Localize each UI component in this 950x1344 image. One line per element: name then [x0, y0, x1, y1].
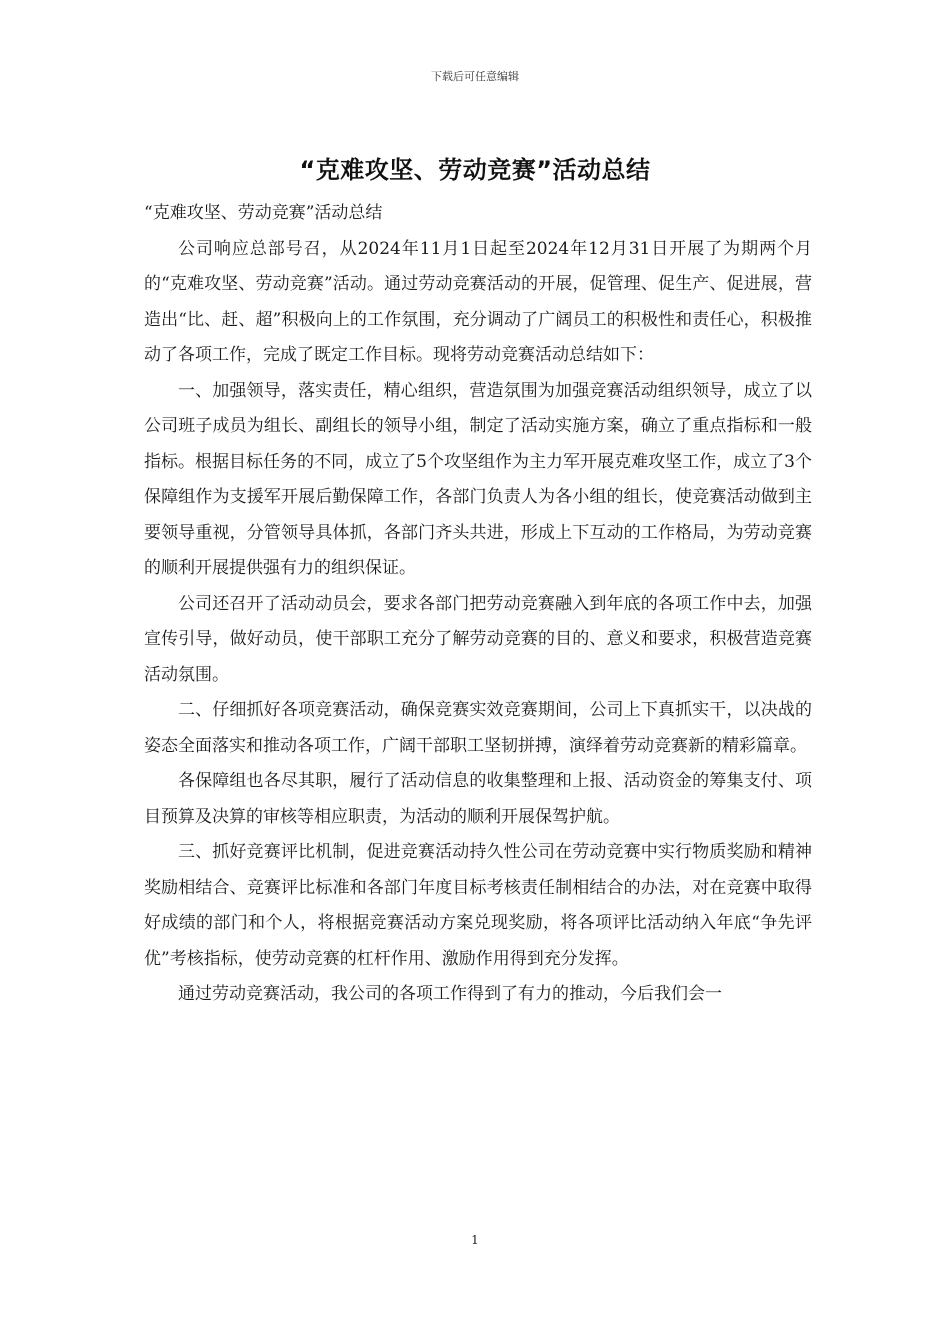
body-paragraph: 各保障组也各尽其职，履行了活动信息的收集整理和上报、活动资金的筹集支付、项目预算及决算的审核等相应职责，为活动的顺利开展保驾护航。 [144, 771, 812, 827]
body-paragraph: 二、仔细抓好各项竞赛活动，确保竞赛实效竞赛期间，公司上下真抓实干，以决战的姿态全面落实和推动各项工作，广阔干部职工坚韧拼搏，演绎着劳动竞赛新的精彩篇章。 [144, 700, 812, 756]
document-title: “克难攻坚、劳动竞赛”活动总结 [299, 156, 651, 184]
header-note: 下载后可任意编辑 [431, 70, 519, 83]
subtitle-paragraph: “克难攻坚、劳动竞赛”活动总结 [144, 203, 383, 223]
body-paragraph: 三、抓好竞赛评比机制，促进竞赛活动持久性公司在劳动竞赛中实行物质奖励和精神奖励相结合、竞赛评比标准和各部门年度目标考核责任制相结合的办法，对在竞赛中取得好成绩的部门和个人，将根据竞赛活动方案兑现奖励，将各项评比活动纳入年底“争先评优”考核指标，使劳动竞赛的杠杆作用、激励作用得到充分发挥。 [144, 842, 812, 969]
body-paragraph: 公司还召开了活动动员会，要求各部门把劳动竞赛融入到年底的各项工作中去，加强宣传引导，做好动员，使干部职工充分了解劳动竞赛的目的、意义和要求，积极营造竞赛活动氛围。 [144, 593, 812, 685]
body-paragraph: 公司响应总部号召，从2024年11月1日起至2024年12月31日开展了为期两个月的“克难攻坚、劳动竞赛”活动。通过劳动竞赛活动的开展，促管理、促生产、促进展，营造出“比、赶、超”积极向上的工作氛围，充分调动了广阔员工的积极性和责任心，积极推动了各项工作，完成了既定工作目标。现将劳动竞赛活动总结如下： [144, 238, 812, 365]
page-number: 1 [471, 1233, 479, 1247]
body-paragraph: 通过劳动竞赛活动，我公司的各项工作得到了有力的推动，今后我们会一 [178, 984, 722, 1004]
body-paragraph: 一、加强领导，落实责任，精心组织，营造氛围为加强竞赛活动组织领导，成立了以公司班子成员为组长、副组长的领导小组，制定了活动实施方案，确立了重点指标和一般指标。根据目标任务的不同，成立了5个攻坚组作为主力军开展克难攻坚工作，成立了3个保障组作为支援军开展后勤保障工作，各部门负责人为各小组的组长，使竞赛活动做到主要领导重视，分管领导具体抓，各部门齐头共进，形成上下互动的工作格局，为劳动竞赛的顺利开展提供强有力的组织保证。 [144, 380, 812, 578]
document-body [144, 196, 812, 1013]
